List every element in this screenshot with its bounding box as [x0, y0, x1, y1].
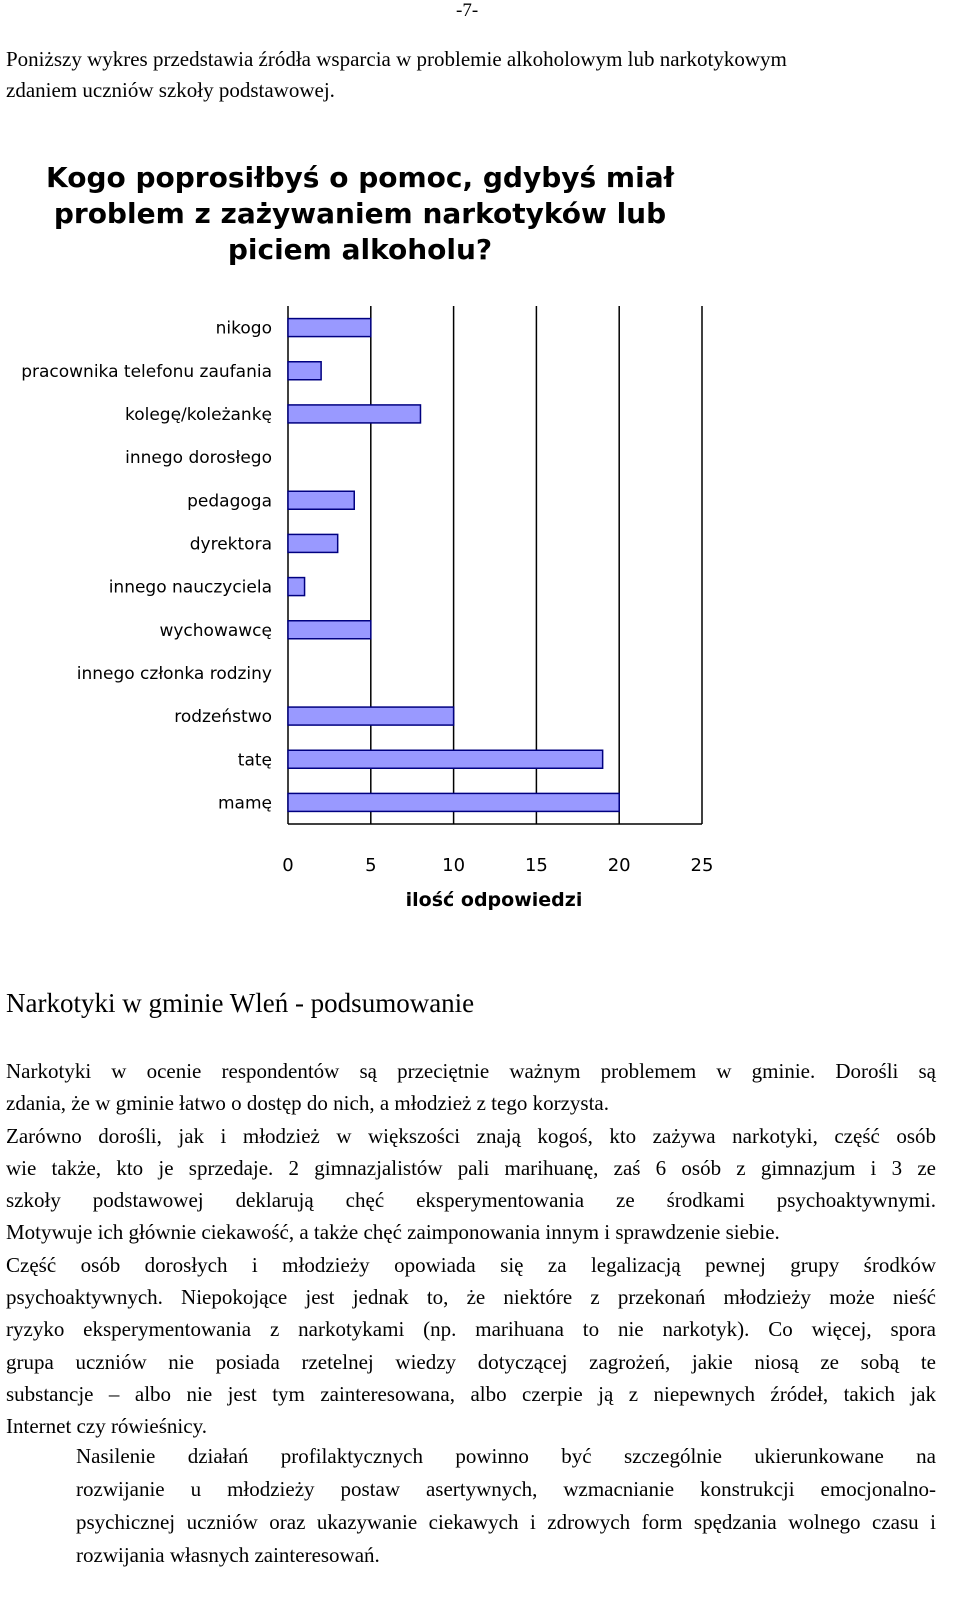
bar [288, 750, 603, 768]
category-label: kolegę/koleżankę [124, 404, 272, 425]
paragraph-line: psychicznej uczniów oraz ukazywanie ciekawych i zdrowych form spędzania wolnego czasu i [76, 1510, 936, 1534]
tick-label: 10 [442, 855, 466, 876]
category-label: innego nauczyciela [108, 577, 272, 598]
paragraph-line: rozwijania własnych zainteresowań. [76, 1543, 380, 1567]
summary-paragraph [6, 1055, 936, 1443]
category-label: innego członka rodziny [76, 663, 272, 684]
tick-label: 20 [607, 855, 631, 876]
paragraph-line: szkoły podstawowej deklarują chęć eksperymentowania ze środkami psychoaktywnymi. [6, 1188, 936, 1213]
paragraph-line: Motywuje ich głównie ciekawość, a także chęć zaimponowania innym i sprawdzenie siebie. [6, 1220, 780, 1245]
chart-title-line: Kogo poprosiłbyś o pomoc, gdybyś miał [46, 161, 674, 194]
page-number: -7- [456, 0, 479, 21]
chart-title-line: piciem alkoholu? [227, 233, 493, 266]
bar [288, 707, 454, 725]
tick-label: 25 [690, 855, 714, 876]
tick-label: 15 [524, 855, 548, 876]
recommendation-paragraph [6, 1440, 936, 1572]
paragraph-line: psychoaktywnych. Niepokojące jest jednak to, że niektóre z przekonań młodzieży może nieść [6, 1285, 936, 1310]
x-axis-title: ilość odpowiedzi [405, 889, 583, 911]
category-label: mamę [218, 793, 272, 814]
paragraph-line: Narkotyki w ocenie respondentów są przeciętnie ważnym problemem w gminie. Dorośli są [6, 1059, 936, 1083]
chart-title [40, 160, 680, 268]
chart-title-line: problem z zażywaniem narkotyków lub [53, 197, 667, 230]
category-label: rodzeństwo [174, 707, 272, 728]
tick-label: 0 [282, 855, 294, 876]
intro-text [6, 44, 936, 106]
bar [288, 578, 305, 596]
paragraph-line: ryzyko eksperymentowania z narkotykami (np. marihuana to nie narkotyk). Co więcej, spora [6, 1317, 936, 1342]
bar [288, 405, 420, 423]
paragraph-line: wie także, kto je sprzedaje. 2 gimnazjalistów pali marihuanę, zaś 6 osób z gimnazjum i 3 ze [6, 1155, 936, 1180]
intro-line: zdaniem uczniów szkoły podstawowej. [6, 78, 335, 102]
paragraph-line: grupa uczniów nie posiada rzetelnej wiedzy dotyczącej zagrożeń, jakie niosą ze sobą te [6, 1349, 936, 1374]
paragraph-line: Część osób dorosłych i młodzieży opowiada się za legalizacją pewnej grupy środków [6, 1252, 936, 1277]
paragraph-line: Internet czy rówieśnicy. [6, 1414, 207, 1439]
paragraph-line: Nasilenie działań profilaktycznych powinno być szczególnie ukierunkowane na [76, 1444, 936, 1468]
category-label: wychowawcę [159, 620, 272, 641]
paragraph-line: Zarówno dorośli, jak i młodzież w większości znają kogoś, kto zażywa narkotyki, część osób [6, 1123, 936, 1148]
bar [288, 491, 354, 509]
category-label: nikogo [215, 318, 272, 339]
tick-label: 5 [365, 855, 377, 876]
bar [288, 362, 321, 380]
paragraph-line: substancje – albo nie jest tym zainteresowana, albo czerpie ją z niepewnych źródeł, takich jak [6, 1381, 936, 1406]
intro-line: Poniższy wykres przedstawia źródła wsparcia w problemie alkoholowym lub narkotykowym [6, 47, 787, 71]
bar [288, 319, 371, 337]
bar-chart [0, 296, 760, 926]
category-label: innego dorosłego [125, 448, 272, 469]
category-label: pedagoga [187, 491, 272, 512]
category-label: tatę [237, 750, 272, 771]
paragraph-line: zdania, że w gminie łatwo o dostęp do nich, a młodzież z tego korzysta. [6, 1091, 609, 1116]
bar [288, 793, 619, 811]
bar [288, 621, 371, 639]
category-label: dyrektora [189, 534, 272, 555]
paragraph-line: rozwijanie u młodzieży postaw asertywnych, wzmacnianie konstrukcji emocjonalno- [76, 1477, 936, 1501]
bar [288, 534, 338, 552]
section-title: Narkotyki w gminie Wleń - podsumowanie [6, 988, 475, 1018]
category-label: pracownika telefonu zaufania [21, 361, 272, 382]
